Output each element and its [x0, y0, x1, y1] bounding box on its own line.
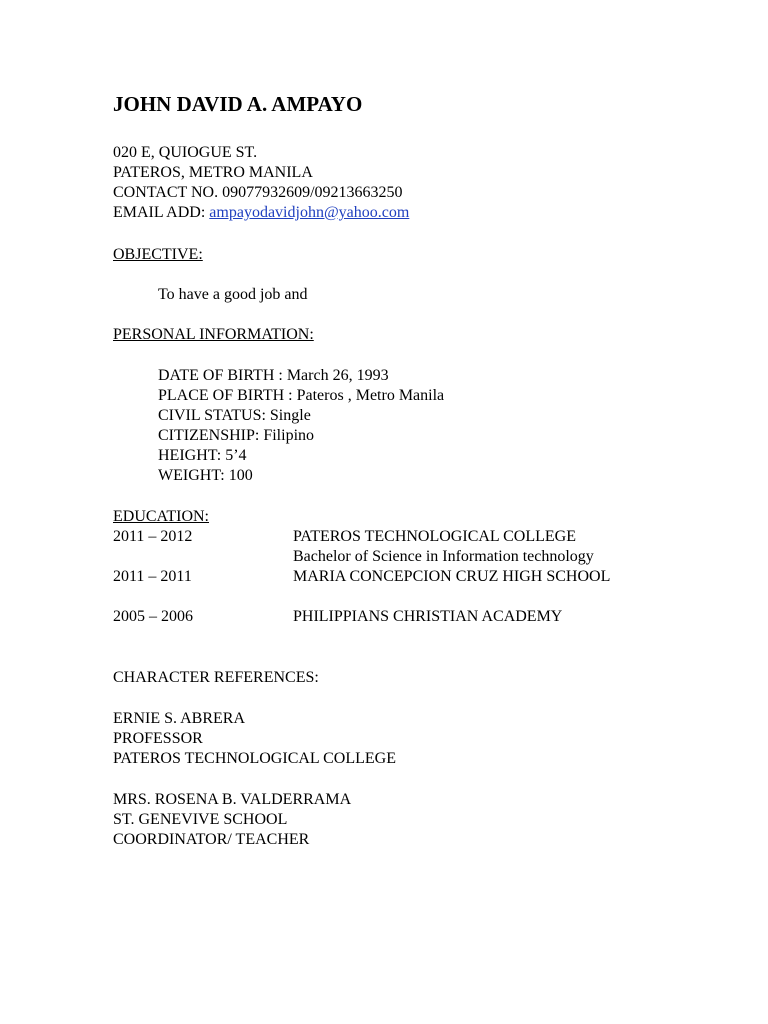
personal-weight: WEIGHT: 100	[158, 467, 253, 484]
reference-name: ERNIE S. ABRERA	[113, 710, 246, 727]
personal-info-heading: PERSONAL INFORMATION:	[113, 326, 314, 343]
applicant-name: JOHN DAVID A. AMPAYO	[113, 92, 363, 116]
education-school: PHILIPPIANS CHRISTIAN ACADEMY	[293, 608, 563, 625]
objective-heading: OBJECTIVE:	[113, 246, 203, 263]
personal-height: HEIGHT: 5’4	[158, 447, 247, 464]
reference-organization: PATEROS TECHNOLOGICAL COLLEGE	[113, 750, 396, 767]
references-heading: CHARACTER REFERENCES:	[113, 669, 319, 686]
reference-organization: ST. GENEVIVE SCHOOL	[113, 811, 288, 828]
education-school: PATEROS TECHNOLOGICAL COLLEGE	[293, 528, 576, 545]
personal-birth-date: DATE OF BIRTH : March 26, 1993	[158, 367, 389, 384]
education-years: 2005 – 2006	[113, 608, 193, 625]
contact-number: CONTACT NO. 09077932609/09213663250	[113, 184, 403, 201]
education-years: 2011 – 2011	[113, 568, 192, 585]
email-link[interactable]: ampayodavidjohn@yahoo.com	[209, 204, 410, 221]
reference-position: PROFESSOR	[113, 730, 203, 747]
email-label: EMAIL ADD:	[113, 204, 210, 221]
reference-position: COORDINATOR/ TEACHER	[113, 831, 310, 848]
objective-text: To have a good job and	[158, 286, 308, 303]
email-line	[113, 203, 409, 223]
personal-birth-place: PLACE OF BIRTH : Pateros , Metro Manila	[158, 387, 445, 404]
education-years: 2011 – 2012	[113, 528, 193, 545]
reference-name: MRS. ROSENA B. VALDERRAMA	[113, 791, 352, 808]
address-line-2: PATEROS, METRO MANILA	[113, 164, 313, 181]
education-heading: EDUCATION:	[113, 508, 209, 525]
education-school: MARIA CONCEPCION CRUZ HIGH SCHOOL	[293, 568, 611, 585]
address-line-1: 020 E, QUIOGUE ST.	[113, 144, 258, 161]
personal-civil-status: CIVIL STATUS: Single	[158, 407, 311, 424]
personal-citizenship: CITIZENSHIP: Filipino	[158, 427, 315, 444]
education-degree: Bachelor of Science in Information technology	[293, 548, 594, 565]
